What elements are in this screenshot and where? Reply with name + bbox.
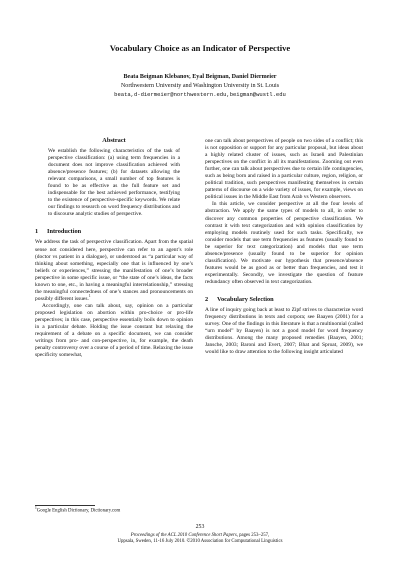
left-column (35, 136, 193, 359)
section-heading-introduction (35, 227, 193, 236)
section-number: 1 (35, 228, 39, 236)
intro-paragraph-4: In this article, we consider perspective at all the four levels of abstraction. We apply the same types of models to all, in order to discover any common properties of perspective classification. We contrast it with text categorization and with opinion classification by employing models routinely used for such tasks. Specifically, we consider models that use term frequencies as features (usually found to be superior for text categorization) and models that use term absence/presence (usually found to be superior for opinion classification). We motivate our hypothesis that presence/absence features would be as good as or better than frequencies, and test it experimentally. Secondly, we investigate the question of feature redundancy often observed in text categorization. (205, 201, 363, 285)
proceedings-venue: Proceedings of the ACL 2010 Conference Short Papers (130, 533, 237, 538)
intro-paragraph-1 (35, 239, 193, 302)
proceedings-pages: , pages 253–257, (236, 533, 270, 538)
paper-title: Vocabulary Choice as an Indicator of Perspective (109, 43, 291, 53)
footnote-reference: 1 (88, 294, 91, 299)
footnote-marker: 1 (35, 506, 37, 510)
affiliation: Northwestern University and Washington University in St. Louis (120, 83, 280, 89)
footnote-text: Google English Dictionary, Dictionary.com (36, 508, 121, 514)
intro-paragraph-2: Accordingly, one can talk about, say, opinion on a particular proposed legislation on abortion within pro-choice or pro-life perspectives; in this case, perspective essentially boils down to opinion in a particular debate. Holding the issue constant but relaxing the requirement of a debate on a specific document, we can consider writings from pro- and con-perspective, in, for example, the death penalty controversy over a course of a period of time. Relaxing the issue specificity somewhat, (35, 302, 193, 359)
section-number: 2 (205, 295, 209, 303)
author-emails: beata,d-diermeier@northwestern.edu,beigman@wustl.edu (114, 91, 286, 98)
abstract-heading: Abstract (102, 137, 126, 144)
conference-location: Uppsala, Sweden, 11-16 July 2010. ©2010 Association for Computational Linguistics (117, 539, 283, 544)
page-number: 253 (195, 524, 205, 530)
section-title: Introduction (47, 228, 82, 236)
section-title: Vocabulary Selection (217, 295, 274, 303)
vocab-paragraph-1: A line of inquiry going back at least to Zipf strives to characterize word frequency distributions in texts and corpora; see Baayen (2001) for a survey. One of the findings in this literature is that a multinomial (called “urn model” by Baayen) is not a good model for word frequency distributions. Among the many proposed remedies (Baayen, 2001; Jansche, 2003; Baroni and Evert, 2007; Bhat and Sproat, 2009), we would like to draw attention to the following insight articulated (205, 306, 363, 356)
footnote (35, 508, 193, 515)
footnote-divider (35, 505, 95, 506)
author-list: Beata Beigman Klebanov, Eyal Beigman, Daniel Diermeier (123, 74, 277, 80)
section-heading-vocabulary-selection (205, 295, 363, 304)
intro-paragraph-3: one can talk about perspectives of people on two sides of a conflict; this is not opposition or support for any particular proposal, but ideas about a highly related cluster of issues, such as Israeli and Palestinian perspectives on the conflict in all its manifestations. Zooming out even further, one can talk about perspectives due to certain life contingencies, such as being born and raised in a particular culture, region, religion, or political tradition, such perspectives manifesting themselves in certain patterns of discourse on a wide variety of issues, for example, views on political issues in the Middle East from Arab vs Western observers. (205, 138, 363, 201)
intro-paragraph-1-text: We address the task of perspective classification. Apart from the spatial sense not considered here, perspective can refer to an agent’s role (doctor vs patient in a dialogue), or understood as “a particular way of thinking about something, especially one that is influenced by one’s beliefs or experiences,” stressing the manifestation of one’s broader perspective in some specific issue, or “the state of one’s ideas, the facts known to one, etc., in having a meaningful interrelationship,” stressing the meaningful connectedness of one’s stances and pronouncements on possibly different issues. (35, 239, 193, 302)
abstract-text: We establish the following characteristics of the task of perspective classification: (a) using term frequencies in a document does not improve classification achieved with absence/presence features; (b) for datasets allowing the relevant comparisons, a small number of top features is found to be as effective as the full feature set and indispensable for the best achieved performance, testifying to the existence of perspective-specific keywords. We relate our findings to research on word frequency distributions and to discourse analytic studies of perspective. (48, 148, 180, 218)
right-column (205, 138, 363, 356)
